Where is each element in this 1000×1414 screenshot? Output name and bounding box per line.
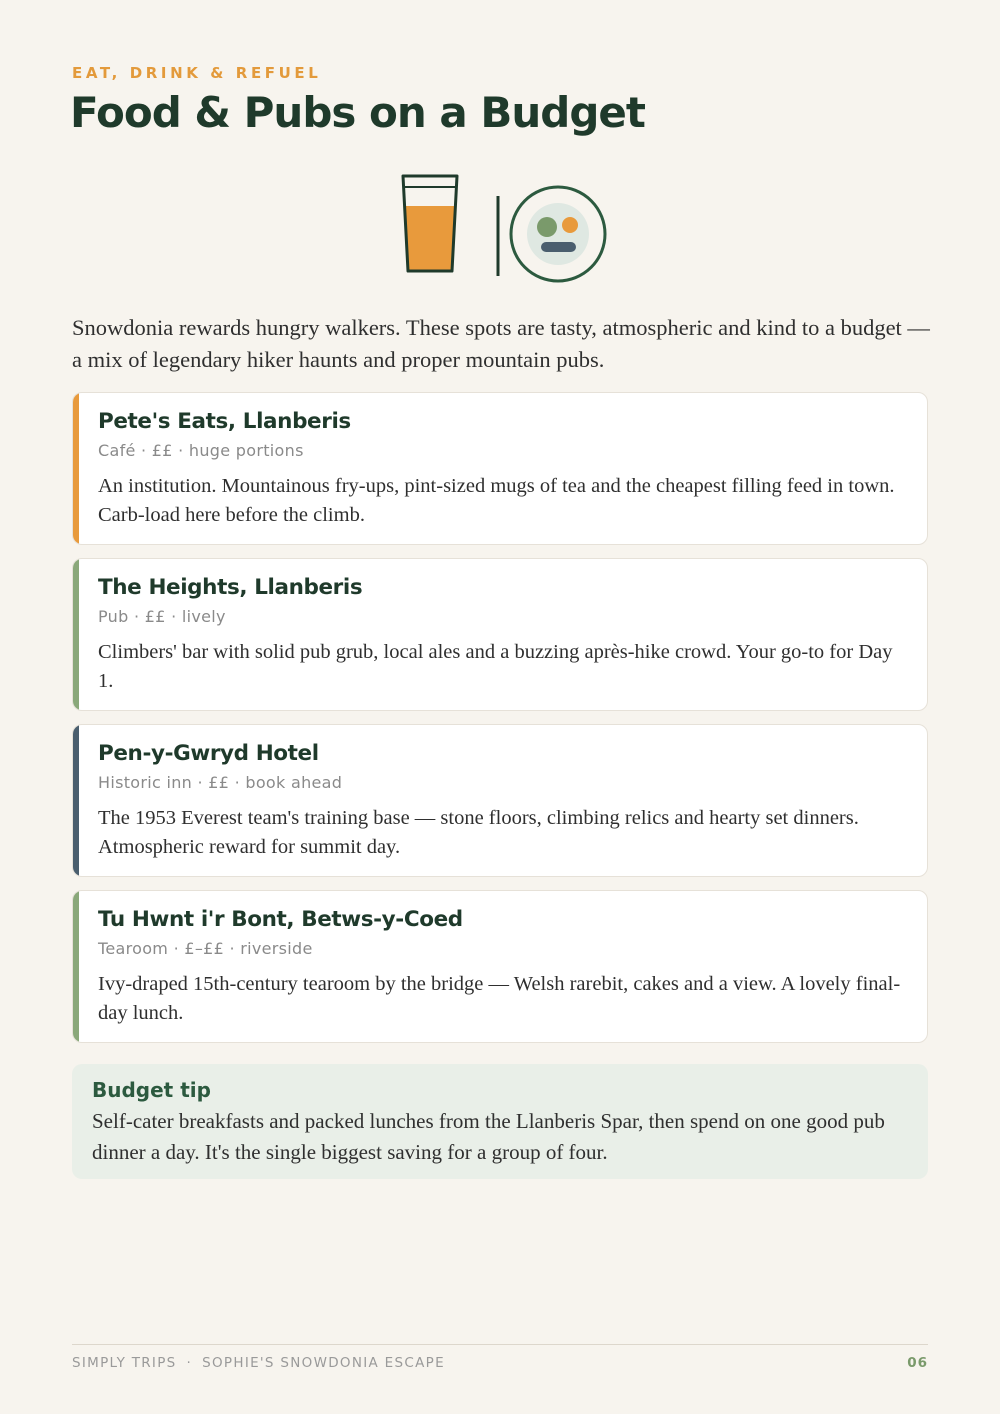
venue-name: Pen-y-Gwryd Hotel [98,741,319,766]
venue-name: Pete's Eats, Llanberis [98,409,351,434]
footer-separator: · [186,1355,193,1371]
venue-name: Tu Hwnt i'r Bont, Betws-y-Coed [98,907,463,932]
venue-card [72,890,928,1043]
venue-meta: Historic inn · ££ · book ahead [98,773,343,792]
intro-paragraph: Snowdonia rewards hungry walkers. These spots are tasty, atmospheric and kind to a budget — a mix of legendary hiker haunts and proper mountain pubs. [72,315,930,372]
page [72,0,928,1414]
venue-description: Climbers' bar with solid pub grub, local ales and a buzzing après-hike crowd. Your go-to for Day 1. [98,641,893,692]
venue-card [72,724,928,877]
venue-meta: Tearoom · £–££ · riverside [98,939,313,958]
venue-list [72,392,928,1056]
venue-name: The Heights, Llanberis [98,575,363,600]
footer-credits [72,1355,445,1371]
venue-card [72,558,928,711]
page-footer [72,1355,928,1371]
venue-meta: Café · ££ · huge portions [98,441,304,460]
budget-tip-title: Budget tip [92,1078,211,1102]
footer-guide-title: SOPHIE'S SNOWDONIA ESCAPE [202,1355,445,1371]
venue-meta: Pub · ££ · lively [98,607,226,626]
venue-description: The 1953 Everest team's training base — stone floors, climbing relics and hearty set dinners. Atmospheric reward for summit day. [98,807,859,858]
page-title: Food & Pubs on a Budget [70,88,645,137]
pint-glass-icon [403,176,457,271]
section-eyebrow: EAT, DRINK & REFUEL [72,64,322,82]
plate-icon [511,187,605,281]
footer-divider [72,1344,928,1345]
food-drink-illustration [398,170,618,290]
page-number: 06 [907,1355,928,1371]
budget-tip-text: Self-cater breakfasts and packed lunches from the Llanberis Spar, then spend on one good pub dinner a day. It's the single biggest saving for a group of four. [92,1109,885,1164]
budget-tip-box [72,1064,928,1179]
venue-card [72,392,928,545]
venue-description: An institution. Mountainous fry-ups, pint-sized mugs of tea and the cheapest filling feed in town. Carb-load here before the climb. [98,475,895,526]
venue-description: Ivy-draped 15th-century tearoom by the bridge — Welsh rarebit, cakes and a view. A lovely final-day lunch. [98,973,901,1024]
footer-brand: SIMPLY TRIPS [72,1355,177,1371]
